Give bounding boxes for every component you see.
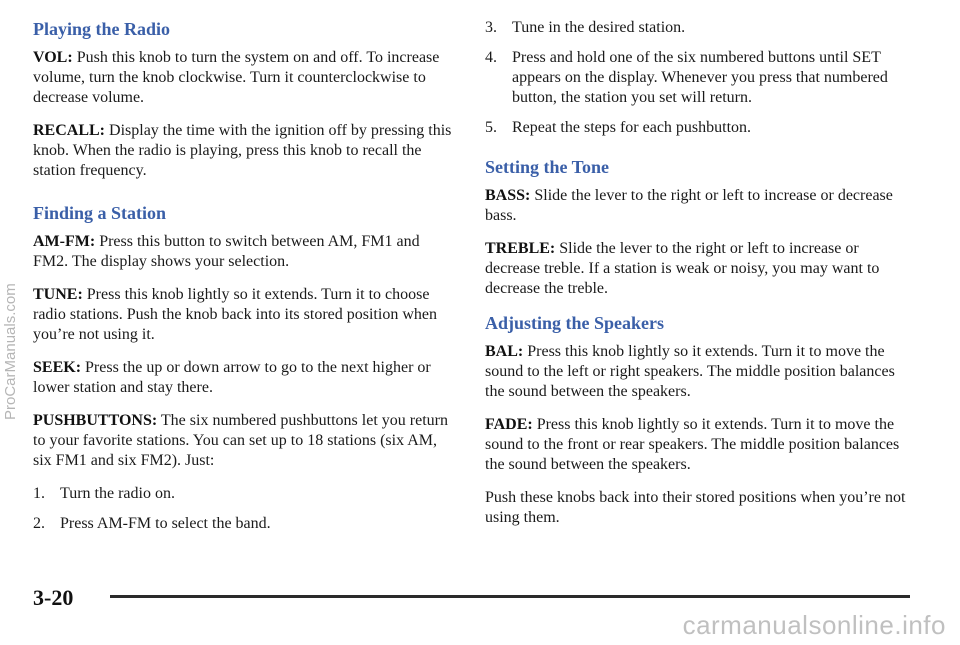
step-number: 3. <box>485 19 497 36</box>
bal-text: Press this knob lightly so it extends. Turn it to move the sound to the left or right speakers. The middle position balances the sound between the speakers. <box>485 343 895 400</box>
list-item <box>33 484 453 504</box>
fade-term: FADE: <box>485 416 533 433</box>
vol-text: Push this knob to turn the system on and off. To increase volume, turn the knob clockwise. Turn it counterclockwise to decrease volume. <box>33 49 440 106</box>
push-back-paragraph: Push these knobs back into their stored positions when you’re not using them. <box>485 489 906 526</box>
pushbuttons-term: PUSHBUTTONS: <box>33 412 158 429</box>
footer-rule <box>110 595 910 598</box>
tune-term: TUNE: <box>33 286 83 303</box>
side-watermark: ProCarManuals.com <box>2 283 19 420</box>
step-number: 4. <box>485 49 497 66</box>
seek-term: SEEK: <box>33 359 82 376</box>
list-item <box>485 118 915 138</box>
step-number: 5. <box>485 119 497 136</box>
recall-term: RECALL: <box>33 122 106 139</box>
amfm-text: Press this button to switch between AM, FM1 and FM2. The display shows your selection. <box>33 233 420 270</box>
seek-text: Press the up or down arrow to go to the next higher or lower station and stay there. <box>33 359 431 396</box>
fade-paragraph <box>485 415 915 475</box>
tune-paragraph <box>33 285 453 345</box>
heading-setting-the-tone: Setting the Tone <box>485 157 610 177</box>
step-text: Tune in the desired station. <box>512 19 686 36</box>
treble-paragraph <box>485 239 915 299</box>
tune-text: Press this knob lightly so it extends. Turn it to choose radio stations. Push the knob back into its stored position when you’re not using it. <box>33 286 437 343</box>
list-item <box>33 514 453 534</box>
step-text: Press and hold one of the six numbered buttons until SET appears on the display. Whenever you press that numbered button, the station you set will return. <box>512 49 888 106</box>
pushbuttons-paragraph <box>33 411 453 471</box>
page-number: 3-20 <box>33 585 74 610</box>
step-text: Repeat the steps for each pushbutton. <box>512 119 752 136</box>
step-text: Turn the radio on. <box>60 485 175 502</box>
bass-term: BASS: <box>485 187 531 204</box>
amfm-term: AM-FM: <box>33 233 96 250</box>
seek-paragraph <box>33 358 453 398</box>
amfm-paragraph <box>33 232 453 272</box>
step-number: 1. <box>33 485 45 502</box>
bottom-watermark: carmanualsonline.info <box>682 610 946 640</box>
bass-text: Slide the lever to the right or left to increase or decrease bass. <box>485 187 893 224</box>
list-item <box>485 48 915 108</box>
bass-paragraph <box>485 186 915 226</box>
heading-adjusting-the-speakers: Adjusting the Speakers <box>485 313 665 333</box>
bal-term: BAL: <box>485 343 524 360</box>
vol-term: VOL: <box>33 49 73 66</box>
vol-paragraph <box>33 48 453 108</box>
recall-paragraph <box>33 121 453 181</box>
treble-term: TREBLE: <box>485 240 556 257</box>
list-item <box>485 18 915 38</box>
treble-text: Slide the lever to the right or left to increase or decrease treble. If a station is weak or noisy, you may want to decrease the treble. <box>485 240 880 297</box>
step-number: 2. <box>33 515 45 532</box>
bal-paragraph <box>485 342 915 402</box>
pushbuttons-text: The six numbered pushbuttons let you return to your favorite stations. You can set up to 18 stations (six AM, six FM1 and six FM2). Just: <box>33 412 448 469</box>
heading-playing-the-radio: Playing the Radio <box>33 19 171 39</box>
right-column <box>485 18 915 541</box>
step-text: Press AM-FM to select the band. <box>60 515 271 532</box>
recall-text: Display the time with the ignition off by pressing this knob. When the radio is playing, press this knob to recall the station frequency. <box>33 122 452 179</box>
heading-finding-a-station: Finding a Station <box>33 203 167 223</box>
fade-text: Press this knob lightly so it extends. Turn it to move the sound to the front or rear speakers. The middle position balances the sound between the speakers. <box>485 416 900 473</box>
left-column <box>33 18 453 544</box>
